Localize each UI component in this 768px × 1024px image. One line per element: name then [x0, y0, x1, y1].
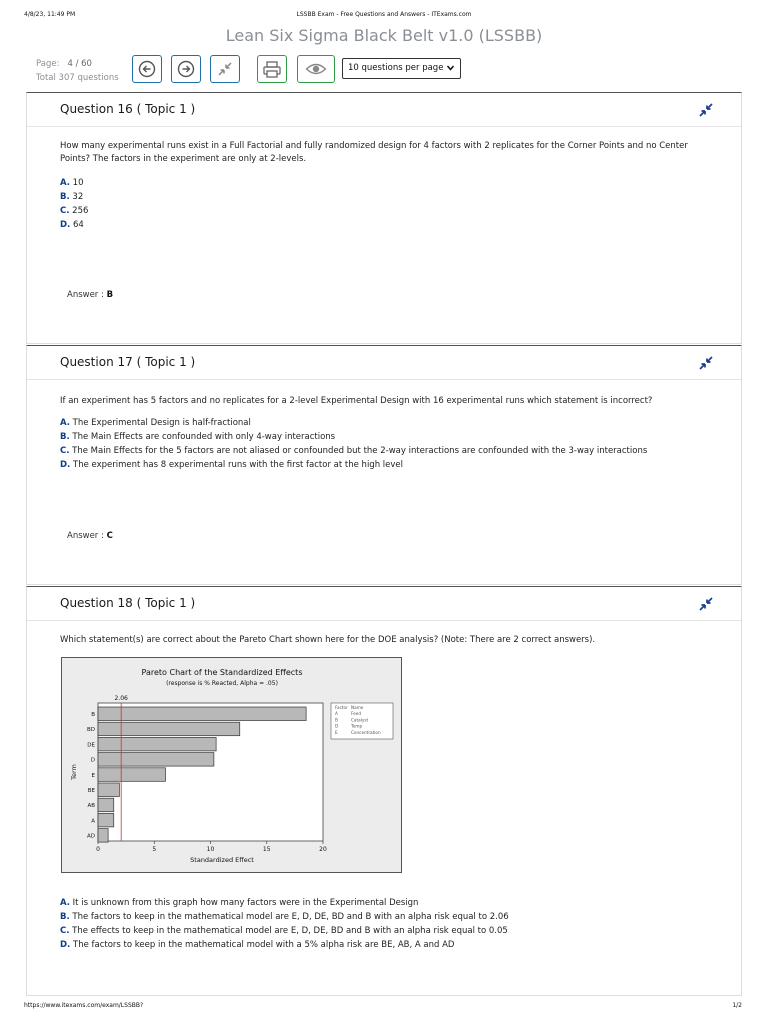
arrow-right-circle-icon	[177, 60, 195, 78]
collapse-all-button[interactable]	[210, 55, 240, 83]
chevron-down-icon	[446, 62, 455, 74]
option-d[interactable]: D. The factors to keep in the mathematical model with a 5% alpha risk are BE, AB, A and AD	[60, 940, 455, 950]
answer-label: Answer :	[67, 290, 104, 300]
chart-title: Pareto Chart of the Standardized Effects	[141, 668, 303, 677]
option-c[interactable]: C. 256	[60, 206, 89, 216]
print-page-number: 1/2	[732, 1002, 742, 1009]
answer-line	[67, 290, 113, 300]
legend-factor: Factor	[335, 705, 348, 710]
options-list	[60, 416, 647, 472]
total-questions: Total 307 questions	[36, 73, 119, 83]
question-title: Question 18 ( Topic 1 )	[60, 596, 196, 610]
options-list	[60, 176, 88, 232]
x-tick-label: 5	[152, 846, 157, 853]
reference-line-label: 2.06	[114, 695, 128, 702]
option-b[interactable]: B. 32	[60, 192, 84, 202]
legend-factor: B	[335, 717, 338, 723]
pareto-chart	[62, 658, 401, 872]
y-tick-label-ab: AB	[87, 803, 95, 810]
pareto-chart-image	[61, 657, 402, 873]
x-tick-label: 10	[206, 846, 215, 853]
legend-factor: A	[335, 711, 338, 717]
bar-d	[98, 753, 214, 767]
answer-value: B	[106, 290, 114, 300]
x-axis-label: Standardized Effect	[190, 856, 254, 864]
prev-page-button[interactable]	[132, 55, 162, 83]
question-header	[27, 93, 741, 127]
legend-factor: D	[335, 723, 339, 729]
bar-de	[98, 737, 216, 751]
pager	[36, 57, 119, 85]
question-text: How many experimental runs exist in a Full Factorial and fully randomized design for 4 factors with 2 replicates for the Corner Points and no Center Points? The factors in the experiment are only at 2-levels.	[60, 141, 688, 164]
bar-a	[98, 813, 114, 827]
page-label: Page:	[36, 59, 60, 69]
x-tick-label: 0	[96, 846, 100, 853]
legend-factor: E	[335, 729, 338, 735]
eye-icon	[305, 61, 327, 77]
collapse-arrows-icon	[216, 60, 234, 78]
legend-name: Name	[351, 705, 364, 710]
option-c[interactable]: C. The Main Effects for the 5 factors are not aliased or confounded but the 2-way interactions are confounded with the 3-way interactions	[60, 446, 648, 456]
question-title: Question 17 ( Topic 1 )	[60, 355, 196, 369]
y-tick-label-d: D	[90, 757, 95, 764]
bar-e	[98, 768, 166, 782]
printer-icon	[262, 60, 282, 78]
print-header	[0, 11, 768, 21]
option-d[interactable]: D. The experiment has 8 experimental runs with the first factor at the high level	[60, 460, 404, 470]
y-tick-label-de: DE	[87, 742, 95, 749]
bar-bd	[98, 722, 240, 736]
y-tick-label-e: E	[91, 772, 95, 779]
y-tick-label-be: BE	[87, 787, 95, 794]
page-value: 4 / 60	[67, 59, 92, 69]
option-b[interactable]: B. The Main Effects are confounded with only 4-way interactions	[60, 432, 336, 442]
options-list	[60, 896, 509, 952]
x-tick-label: 15	[262, 846, 271, 853]
legend-name: Concentration	[351, 729, 381, 735]
answer-label: Answer :	[67, 531, 104, 541]
question-text: If an experiment has 5 factors and no replicates for a 2-level Experimental Design with 16 experimental runs which statement is incorrect?	[60, 396, 653, 406]
option-a[interactable]: A. The Experimental Design is half-fractional	[60, 418, 251, 428]
option-b[interactable]: B. The factors to keep in the mathematical model are E, D, DE, BD and B with an alpha risk equal to 2.06	[60, 912, 509, 922]
arrow-left-circle-icon	[138, 60, 156, 78]
legend-name: Catalyst	[351, 717, 369, 723]
answer-value: C	[106, 531, 113, 541]
answer-line	[67, 531, 113, 541]
collapse-icon[interactable]	[697, 101, 715, 119]
next-page-button[interactable]	[171, 55, 201, 83]
legend-name: Feed	[351, 711, 361, 717]
x-tick-label: 20	[319, 846, 327, 853]
legend-name: Temp	[351, 723, 363, 729]
chart-subtitle: (response is % Reacted, Alpha = .05)	[166, 680, 278, 687]
print-doc-title: LSSBB Exam - Free Questions and Answers - ITExams.com	[296, 11, 472, 18]
bar-ab	[98, 798, 114, 812]
question-card-16	[26, 92, 742, 344]
option-d[interactable]: D. 64	[60, 220, 84, 230]
y-tick-label-b: B	[91, 711, 95, 718]
print-url: https://www.itexams.com/exam/LSSBB?	[24, 1002, 144, 1009]
bar-be	[98, 783, 119, 797]
option-c[interactable]: C. The effects to keep in the mathematical model are E, D, DE, BD and B with an alpha risk equal to 0.05	[60, 926, 508, 936]
collapse-icon[interactable]	[697, 354, 715, 372]
question-header	[27, 346, 741, 380]
y-tick-label-bd: BD	[86, 727, 95, 734]
y-tick-label-a: A	[91, 818, 95, 825]
print-datetime: 4/8/23, 11:49 PM	[24, 11, 76, 18]
y-axis-label: Term	[70, 764, 78, 780]
question-header	[27, 587, 741, 621]
y-tick-label-ad: AD	[87, 833, 95, 840]
question-text: Which statement(s) are correct about the Pareto Chart shown here for the DOE analysis? (Note: There are 2 correct answers).	[60, 635, 596, 645]
bar-b	[98, 707, 306, 721]
exam-title: Lean Six Sigma Black Belt v1.0 (LSSBB)	[225, 26, 543, 45]
question-title: Question 16 ( Topic 1 )	[60, 102, 196, 116]
collapse-icon[interactable]	[697, 595, 715, 613]
option-a[interactable]: A. It is unknown from this graph how many factors were in the Experimental Design	[60, 898, 419, 908]
per-page-select[interactable]	[342, 58, 461, 79]
per-page-value: 10 questions per page	[348, 63, 444, 73]
view-answers-button[interactable]	[297, 55, 335, 83]
option-a[interactable]: A. 10	[60, 178, 84, 188]
print-button[interactable]	[257, 55, 287, 83]
bar-ad	[98, 829, 108, 843]
